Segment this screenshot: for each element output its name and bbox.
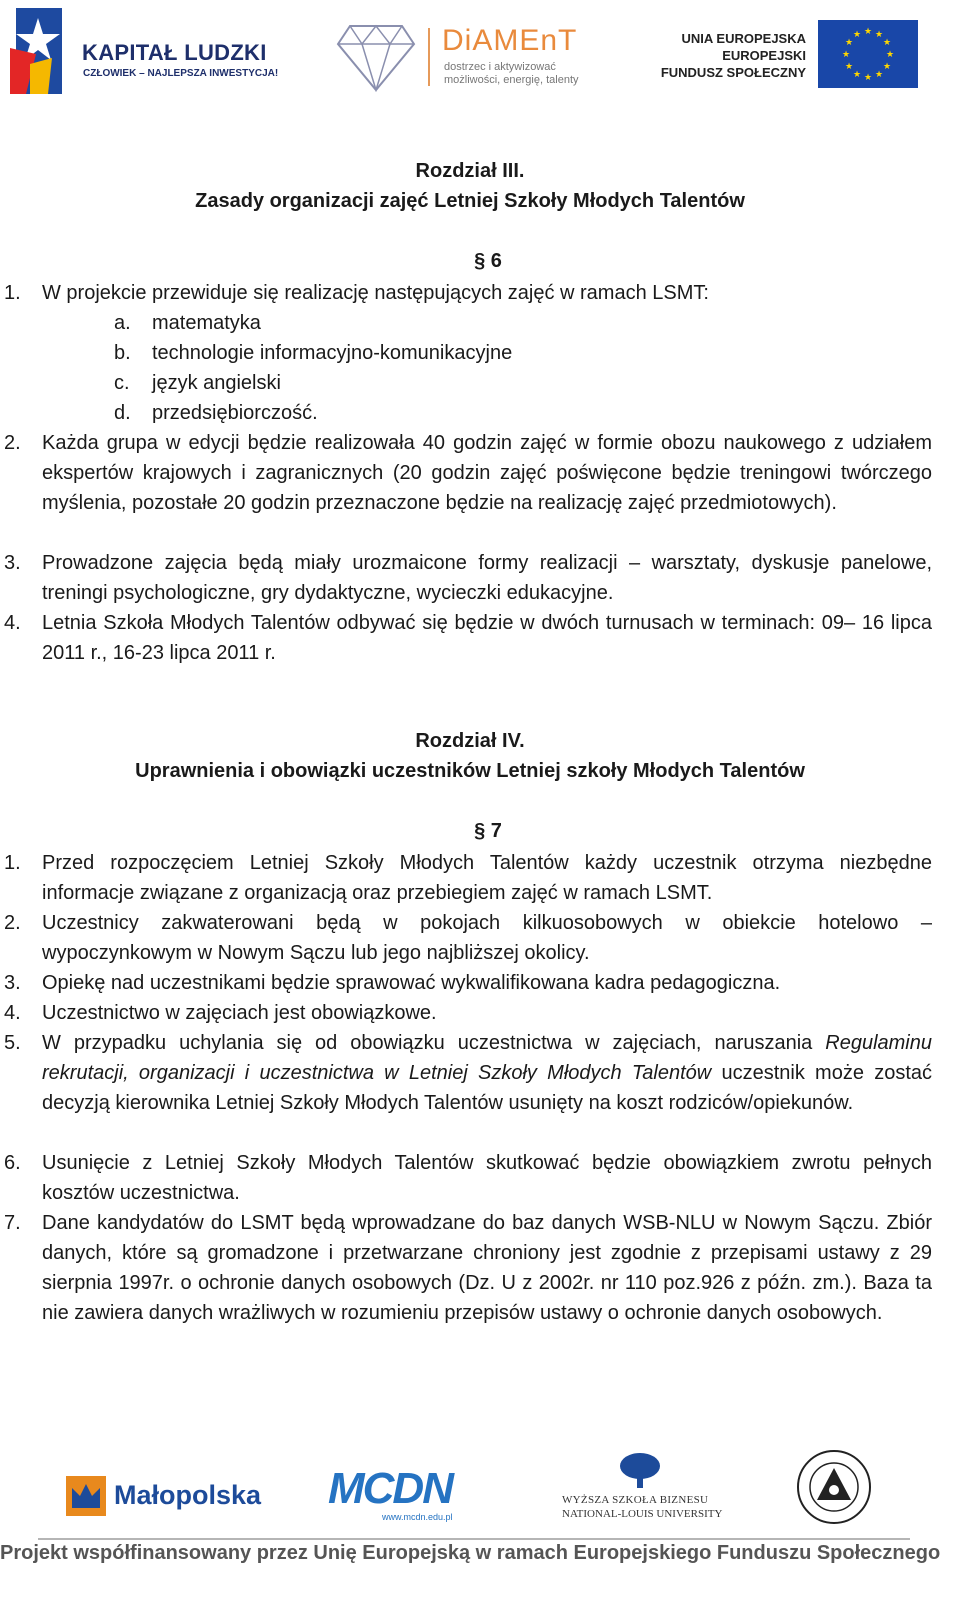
tree-icon <box>618 1452 662 1490</box>
ch4-item-2-num: 2. <box>4 912 21 934</box>
diament-logo <box>336 22 586 94</box>
ch3-sub-a-text: matematyka <box>152 312 261 334</box>
ue-line-1: UNIA EUROPEJSKA <box>681 31 806 46</box>
diamond-icon <box>336 22 416 92</box>
kapital-ludzki-subtitle: CZŁOWIEK – NAJLEPSZA INWESTYCJA! <box>83 68 279 79</box>
kapital-ludzki-title: KAPITAŁ LUDZKI <box>82 40 267 65</box>
kapital-ludzki-logo <box>10 8 280 94</box>
chapter-3-heading: Rozdział III. <box>415 160 525 182</box>
ch4-item-6-text: Usunięcie z Letniej Szkoły Młodych Talentów skutkować będzie obowiązkiem zwrotu pełnych kosztów uczestnictwa. <box>42 1152 932 1204</box>
footer-divider <box>38 1538 910 1540</box>
national-louis-university-seal-icon <box>796 1448 872 1526</box>
mcdn-text: MCDN <box>328 1464 452 1513</box>
ch4-item-5-num: 5. <box>4 1032 21 1054</box>
svg-text:★: ★ <box>852 30 862 40</box>
ch3-sub-c-num: c. <box>114 372 130 394</box>
mcdn-url: www.mcdn.edu.pl <box>382 1512 453 1522</box>
ch4-item-3-num: 3. <box>4 972 21 994</box>
ue-logo <box>660 20 918 90</box>
svg-text:★: ★ <box>885 50 895 60</box>
ue-line-3: FUNDUSZ SPOŁECZNY <box>660 65 806 80</box>
ch3-sub-b-num: b. <box>114 342 131 364</box>
ch4-item-2-text: Uczestnicy zakwaterowani będą w pokojach kilkuosobowych w obiekcie hotelowo – wypoczynkowym w Nowym Sączu lub jego najbliższej okolicy. <box>42 912 932 964</box>
chapter-3-title: Zasady organizacji zajęć Letniej Szkoły Młodych Talentów <box>195 190 745 212</box>
ch3-item-4-text: Letnia Szkoła Młodych Talentów odbywać się będzie w dwóch turnusach w terminach: 09– 16 lipca 2011 r., 16-23 lipca 2011 r. <box>42 612 932 664</box>
ch3-item-3-num: 3. <box>4 552 21 574</box>
ch4-item-5-text-after: uczestnik może zostać decyzją kierownika Letniej Szkoły Młodych Talentów usunięty na koszt rodziców/opiekunów. <box>42 1062 933 1114</box>
ch4-item-5-text-before: W przypadku uchylania się od obowiązku uczestnictwa w zajęciach, naruszania <box>42 1032 813 1054</box>
chapter-4-title: Uprawnienia i obowiązki uczestników Letniej szkoły Młodych Talentów <box>135 760 805 782</box>
ch4-item-4-num: 4. <box>4 1002 21 1024</box>
ch3-item-2-text: Każda grupa w edycji będzie realizowała 40 godzin zajęć w formie obozu naukowego z udziałem ekspertów krajowych i zagranicznych (20 godzin zajęć poświęcone będzie treningowi twórczego myślenia, pozostałe 20 godzin przeznaczone będzie na realizację zajęć przedmiotowych). <box>42 432 932 514</box>
ch3-sub-a-num: a. <box>114 312 131 334</box>
ch3-sub-b-text: technologie informacyjno-komunikacyjne <box>152 342 513 364</box>
malopolska-text: Małopolska <box>114 1480 262 1510</box>
malopolska-logo <box>66 1476 266 1520</box>
ch4-item-7-text: Dane kandydatów do LSMT będą wprowadzane do baz danych WSB-NLU w Nowym Sączu. Zbiór danych, które są gromadzone i przetwarzane chroniony jest zgodnie z przepisami ustawy z 29 sierpnia 1997r. o ochronie danych osobowych (Dz. U z 2002r. nr 110 poz.926 z późn. zm.). Baza ta nie zawiera danych wrażliwych w rozumieniu przepisów ustawy o ochronie danych osobowych. <box>42 1212 932 1324</box>
wsb-nlu-logo <box>558 1452 728 1532</box>
diament-tagline-2: możliwości, energię, talenty <box>444 74 579 86</box>
diament-tagline-1: dostrzec i aktywizować <box>444 61 556 73</box>
ch4-item-5-text <box>42 1028 932 1118</box>
ue-line-2: EUROPEJSKI <box>722 48 806 63</box>
svg-text:★: ★ <box>874 30 884 40</box>
ch4-item-4-text: Uczestnictwo w zajęciach jest obowiązkowe. <box>42 1002 437 1024</box>
kapital-ludzki-icon <box>10 8 66 94</box>
ch4-item-1-num: 1. <box>4 852 21 874</box>
svg-text:★: ★ <box>882 38 892 48</box>
svg-text:★: ★ <box>874 70 884 80</box>
wsb-line-2: NATIONAL-LOUIS UNIVERSITY <box>562 1508 723 1520</box>
svg-text:★: ★ <box>863 27 873 37</box>
ch4-item-3-text: Opiekę nad uczestnikami będzie sprawować wykwalifikowana kadra pedagogiczna. <box>42 972 781 994</box>
diament-title: DiAMEnT <box>442 24 578 57</box>
ch3-item-1-num: 1. <box>4 282 21 304</box>
svg-text:★: ★ <box>844 62 854 72</box>
diament-separator <box>428 28 430 86</box>
ch3-item-3-text: Prowadzone zajęcia będą miały urozmaicone formy realizacji – warsztaty, dyskusje panelowe, treningi psychologiczne, gry dydaktyczne, wycieczki edukacyjne. <box>42 552 932 604</box>
ch4-item-1-text: Przed rozpoczęciem Letniej Szkoły Młodych Talentów każdy uczestnik otrzyma niezbędne informacje związane z organizacją oraz przebiegiem zajęć w ramach LSMT. <box>42 852 932 904</box>
svg-text:★: ★ <box>841 50 851 60</box>
cofinancing-note: Projekt współfinansowany przez Unię Europejską w ramach Europejskiego Funduszu Społecznego <box>0 1542 941 1564</box>
wsb-line-1: WYŻSZA SZKOŁA BIZNESU <box>562 1494 709 1506</box>
ch3-sub-d-num: d. <box>114 402 131 424</box>
ch3-item-4-num: 4. <box>4 612 21 634</box>
ch3-item-1-text: W projekcie przewiduje się realizację następujących zajęć w ramach LSMT: <box>42 282 709 304</box>
paragraph-6-sign: § 6 <box>474 250 502 272</box>
footer-logos <box>0 1448 960 1538</box>
ch4-item-7-num: 7. <box>4 1212 21 1234</box>
svg-text:★: ★ <box>863 73 873 83</box>
ch3-sub-c-text: język angielski <box>152 372 281 394</box>
malopolska-icon <box>66 1476 106 1516</box>
svg-text:★: ★ <box>844 38 854 48</box>
eu-flag-icon <box>818 20 918 88</box>
regulation-title: Regulaminu rekrutacji, organizacji i uczestnictwa w Letniej Szkoły Młodych Talentów <box>42 1032 932 1084</box>
svg-text:★: ★ <box>852 70 862 80</box>
ch3-item-2-num: 2. <box>4 432 21 454</box>
chapter-4-heading: Rozdział IV. <box>415 730 525 752</box>
ch3-sub-d-text: przedsiębiorczość. <box>152 402 318 424</box>
header-logos <box>0 0 960 110</box>
ch4-item-6-num: 6. <box>4 1152 21 1174</box>
mcdn-logo <box>328 1464 468 1526</box>
paragraph-7-sign: § 7 <box>474 820 502 842</box>
svg-text:★: ★ <box>882 62 892 72</box>
